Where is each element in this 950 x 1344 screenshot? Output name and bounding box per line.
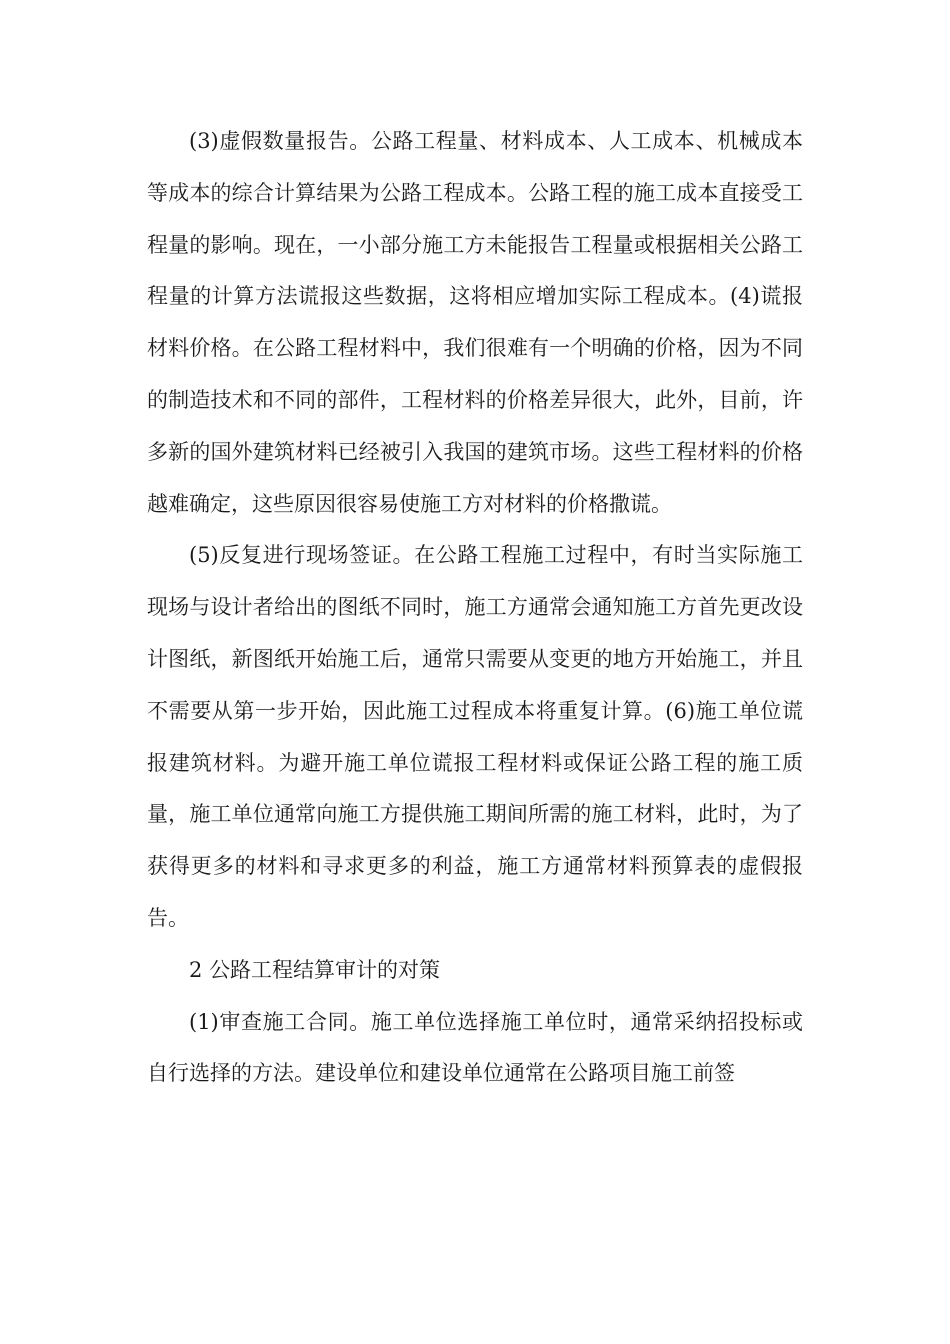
section-heading-audit-countermeasures: 2 公路工程结算审计的对策 [189,957,441,982]
document-body [147,116,803,1100]
paragraph-review-contract: (1)审查施工合同。施工单位选择施工单位时，通常采纳招投标或自行选择的方法。建设单位和建设单位通常在公路项目施工前签 [147,1009,803,1086]
paragraph-false-quantity-report: (3)虚假数量报告。公路工程量、材料成本、人工成本、机械成本等成本的综合计算结果为公路工程成本。公路工程的施工成本直接受工程量的影响。现在，一小部分施工方未能报告工程量或根据相关公路工程量的计算方法谎报这些数据，这将相应增加实际工程成本。(4)谎报材料价格。在公路工程材料中，我们很难有一个明确的价格，因为不同的制造技术和不同的部件，工程材料的价格差异很大，此外，目前，许多新的国外建筑材料已经被引入我国的建筑市场。这些工程材料的价格越难确定，这些原因很容易使施工方对材料的价格撒谎。 [147,129,803,516]
paragraph-repeated-site-visa: (5)反复进行现场签证。在公路工程施工过程中，有时当实际施工现场与设计者给出的图纸不同时，施工方通常会通知施工方首先更改设计图纸，新图纸开始施工后，通常只需要从变更的地方开始施工，并且不需要从第一步开始，因此施工过程成本将重复计算。(6)施工单位谎报建筑材料。为避开施工单位谎报工程材料或保证公路工程的施工质量，施工单位通常向施工方提供施工期间所需的施工材料，此时，为了获得更多的材料和寻求更多的利益，施工方通常材料预算表的虚假报告。 [147,543,803,930]
